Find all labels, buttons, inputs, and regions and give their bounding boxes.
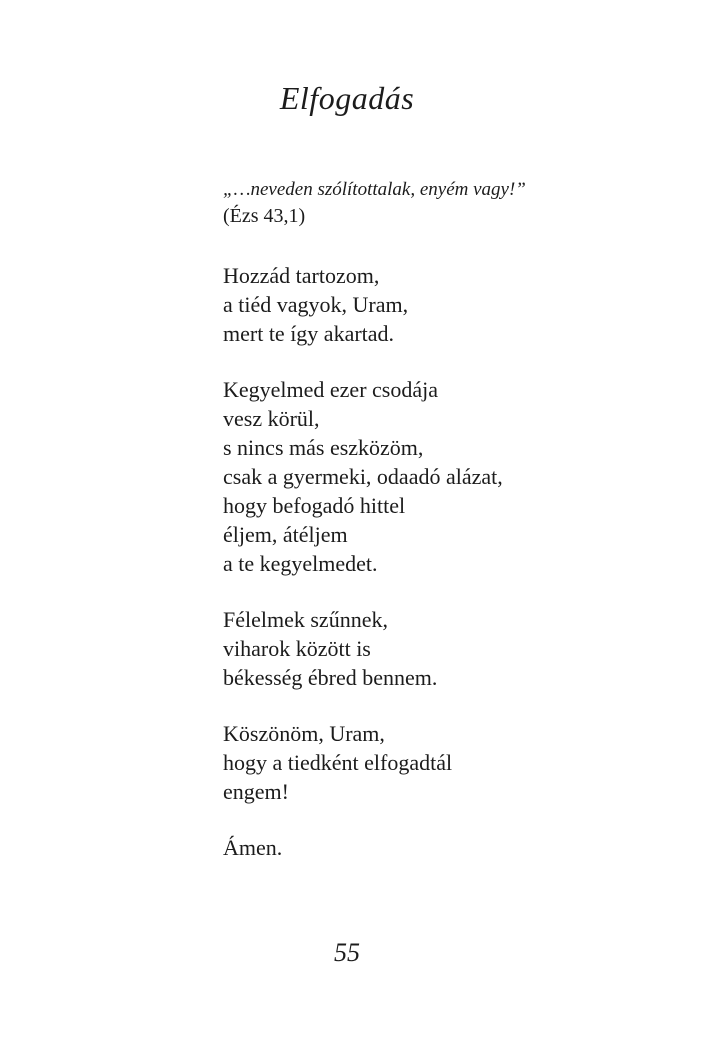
page-number: 55 <box>334 938 360 967</box>
stanza <box>223 719 553 806</box>
poem-line: békesség ébred bennem. <box>223 665 438 690</box>
poem-line: hogy a tiedként elfogadtál <box>223 750 453 775</box>
poem-line: viharok között is <box>223 636 371 661</box>
poem-line: Félelmek szűnnek, <box>223 607 388 632</box>
poem-line: hogy befogadó hittel <box>223 493 406 518</box>
poem-line: s nincs más eszközöm, <box>223 435 424 460</box>
stanza <box>223 261 553 348</box>
stanza <box>223 833 553 862</box>
poem-line: éljem, átéljem <box>223 522 348 547</box>
poem-line: Ámen. <box>223 835 283 860</box>
stanza <box>223 375 553 578</box>
epigraph-quote: „…neveden szólítottalak, enyém vagy!” <box>223 179 526 200</box>
poem-line: Hozzád tartozom, <box>223 263 380 288</box>
poem-line: mert te így akartad. <box>223 321 395 346</box>
poem-line: Kegyelmed ezer csodája <box>223 377 438 402</box>
stanza <box>223 605 553 692</box>
poem-text-block <box>223 177 553 889</box>
poem-line: csak a gyermeki, odaadó alázat, <box>223 464 503 489</box>
epigraph-scripture-reference: (Ézs 43,1) <box>223 205 306 227</box>
poem-line: vesz körül, <box>223 406 320 431</box>
poem-line: engem! <box>223 779 289 804</box>
poem-line: Köszönöm, Uram, <box>223 721 385 746</box>
poem-stanzas <box>223 261 553 862</box>
poem-title: Elfogadás <box>279 80 415 116</box>
poem-line: a tiéd vagyok, Uram, <box>223 292 409 317</box>
poem-line: a te kegyelmedet. <box>223 551 378 576</box>
epigraph <box>223 177 553 229</box>
